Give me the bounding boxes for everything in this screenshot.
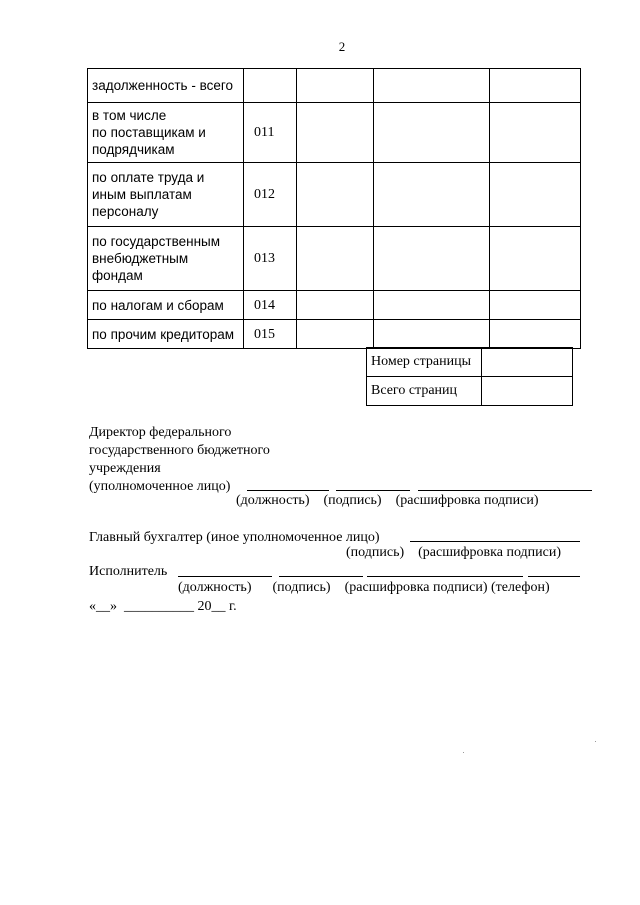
debt-table bbox=[87, 68, 581, 349]
table-row bbox=[88, 163, 581, 227]
table-row bbox=[88, 320, 581, 349]
director-name-line bbox=[418, 490, 592, 491]
executor-signature-line bbox=[279, 576, 363, 577]
table-cell bbox=[297, 69, 374, 103]
executor-label: Исполнитель bbox=[89, 564, 168, 579]
table-row bbox=[88, 103, 581, 163]
director-signature-line bbox=[336, 490, 410, 491]
executor-caption: (должность) (подпись) (расшифровка подписи) (телефон) bbox=[178, 580, 550, 595]
director-caption: (должность) (подпись) (расшифровка подписи) bbox=[236, 493, 539, 508]
row-code: 013 bbox=[244, 227, 297, 291]
table-cell bbox=[297, 227, 374, 291]
row-label: по налогам и сборам bbox=[88, 291, 244, 320]
table-cell bbox=[297, 291, 374, 320]
table-cell bbox=[297, 320, 374, 349]
row-code: 014 bbox=[244, 291, 297, 320]
table-row bbox=[88, 69, 581, 103]
table-cell bbox=[297, 163, 374, 227]
row-label: по государственным внебюджетным фондам bbox=[88, 227, 244, 291]
row-code: 012 bbox=[244, 163, 297, 227]
director-title-line3: учреждения bbox=[89, 461, 161, 476]
row-code: 011 bbox=[244, 103, 297, 163]
pages-box bbox=[366, 347, 573, 406]
table-cell bbox=[490, 103, 581, 163]
table-cell bbox=[297, 103, 374, 163]
table-cell bbox=[374, 320, 490, 349]
accountant-caption: (подпись) (расшифровка подписи) bbox=[346, 545, 562, 560]
page-number: 2 bbox=[338, 39, 346, 54]
date-line: «__» __________ 20__ г. bbox=[89, 599, 237, 614]
table-cell bbox=[490, 69, 581, 103]
row-label: по прочим кредиторам bbox=[88, 320, 244, 349]
row-label: задолженность - всего bbox=[88, 69, 244, 103]
total-pages-value bbox=[482, 377, 573, 406]
director-position-line bbox=[247, 490, 329, 491]
table-cell bbox=[490, 320, 581, 349]
row-code: 015 bbox=[244, 320, 297, 349]
director-title-line2: государственного бюджетного bbox=[89, 443, 270, 458]
total-pages-label: Всего страниц bbox=[367, 377, 482, 406]
row-label: по оплате труда и иным выплатам персоналу bbox=[88, 163, 244, 227]
table-cell bbox=[374, 163, 490, 227]
scan-speck bbox=[595, 741, 596, 742]
page-number-label: Номер страницы bbox=[367, 348, 482, 377]
table-cell bbox=[374, 227, 490, 291]
table-cell bbox=[374, 69, 490, 103]
table-cell bbox=[490, 163, 581, 227]
director-title-line4: (уполномоченное лицо) bbox=[89, 479, 231, 494]
row-code bbox=[244, 69, 297, 103]
executor-name-line bbox=[367, 576, 523, 577]
executor-phone-line bbox=[528, 576, 580, 577]
accountant-signature-line bbox=[410, 541, 580, 542]
page-number-value bbox=[482, 348, 573, 377]
row-label: в том числе по поставщикам и подрядчикам bbox=[88, 103, 244, 163]
table-cell bbox=[374, 291, 490, 320]
table-row bbox=[88, 291, 581, 320]
executor-position-line bbox=[178, 576, 272, 577]
table-cell bbox=[490, 227, 581, 291]
table-cell bbox=[490, 291, 581, 320]
director-title-line1: Директор федерального bbox=[89, 425, 232, 440]
table-row bbox=[88, 227, 581, 291]
scan-speck bbox=[463, 752, 464, 753]
table-cell bbox=[374, 103, 490, 163]
accountant-label: Главный бухгалтер (иное уполномоченное лицо) bbox=[89, 530, 380, 545]
